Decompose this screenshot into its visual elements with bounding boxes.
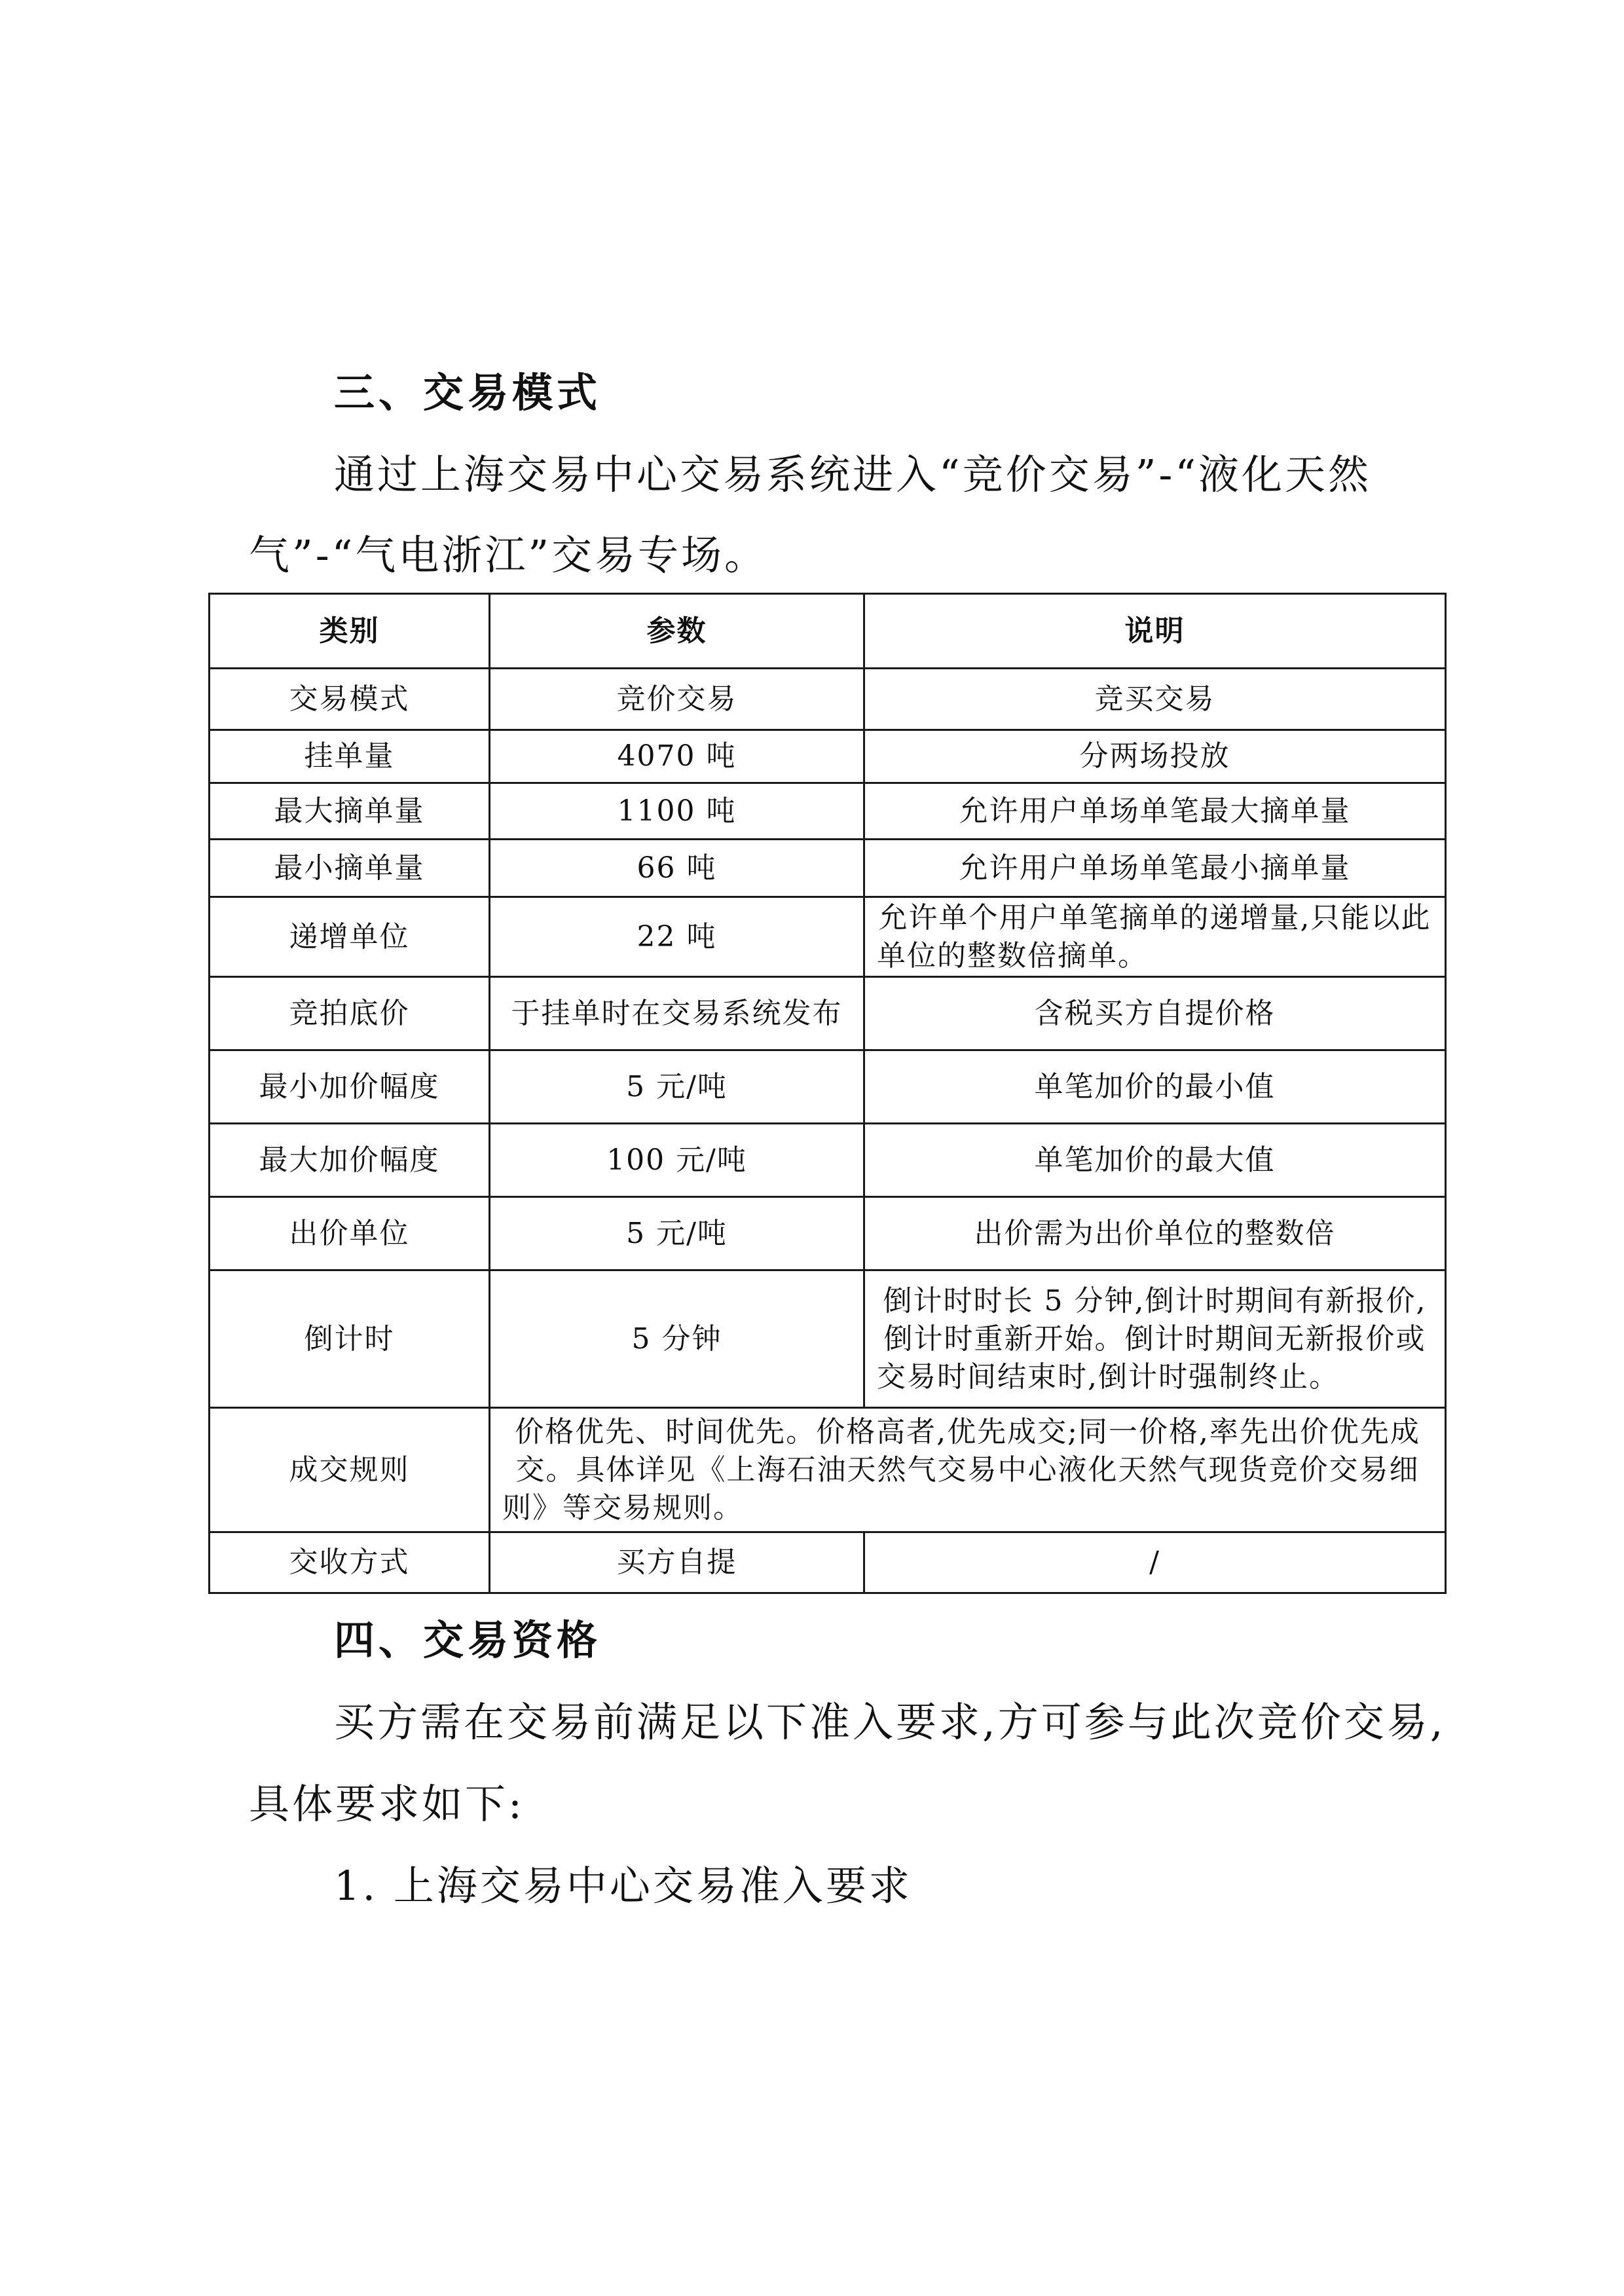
cell-category: 最大加价幅度 xyxy=(210,1124,490,1197)
cell-desc: 单笔加价的最大值 xyxy=(864,1124,1446,1197)
cell-desc: / xyxy=(864,1532,1446,1593)
cell-desc: 单笔加价的最小值 xyxy=(864,1050,1446,1124)
cell-category: 竞拍底价 xyxy=(210,977,490,1050)
cell-param: 于挂单时在交易系统发布 xyxy=(490,977,864,1050)
cell-param: 1100 吨 xyxy=(490,783,864,840)
table-header-row xyxy=(210,594,1446,669)
cell-merged-rule: 价格优先、时间优先。价格高者,优先成交;同一价格,率先出价优先成交。具体详见《上海石油天然气交易中心液化天然气现货竞价交易细则》等交易规则。 xyxy=(490,1408,1446,1532)
cell-desc: 竞买交易 xyxy=(864,669,1446,730)
qualification-item-1: 1. 上海交易中心交易准入要求 xyxy=(334,1862,912,1910)
cell-category: 最大摘单量 xyxy=(210,783,490,840)
table-row xyxy=(210,977,1446,1050)
table-row xyxy=(210,669,1446,730)
table-row xyxy=(210,1124,1446,1197)
cell-desc: 出价需为出价单位的整数倍 xyxy=(864,1197,1446,1270)
qualification-text-line2: 具体要求如下: xyxy=(249,1780,525,1828)
trading-mode-text-line2: 气”-“气电浙江”交易专场。 xyxy=(249,531,768,579)
cell-category: 交收方式 xyxy=(210,1532,490,1593)
cell-param: 买方自提 xyxy=(490,1532,864,1593)
cell-desc: 倒计时时长 5 分钟,倒计时期间有新报价,倒计时重新开始。倒计时期间无新报价或交易时间结束时,倒计时强制终止。 xyxy=(864,1270,1446,1408)
cell-desc: 允许单个用户单笔摘单的递增量,只能以此单位的整数倍摘单。 xyxy=(864,897,1446,977)
trading-mode-text-line1: 通过上海交易中心交易系统进入“竞价交易”-“液化天然 xyxy=(334,451,1372,498)
cell-category: 最小加价幅度 xyxy=(210,1050,490,1124)
cell-param: 66 吨 xyxy=(490,840,864,897)
table-row xyxy=(210,1408,1446,1532)
trading-parameters-table xyxy=(208,593,1447,1594)
cell-category: 出价单位 xyxy=(210,1197,490,1270)
cell-desc: 含税买方自提价格 xyxy=(864,977,1446,1050)
header-param: 参数 xyxy=(490,594,864,669)
cell-param: 4070 吨 xyxy=(490,730,864,783)
cell-category: 倒计时 xyxy=(210,1270,490,1408)
cell-param: 5 分钟 xyxy=(490,1270,864,1408)
table-row xyxy=(210,1197,1446,1270)
cell-category: 最小摘单量 xyxy=(210,840,490,897)
cell-param: 5 元/吨 xyxy=(490,1197,864,1270)
section-heading-trading-mode: 三、交易模式 xyxy=(334,369,602,417)
table-row xyxy=(210,1532,1446,1593)
cell-category: 挂单量 xyxy=(210,730,490,783)
table-row xyxy=(210,897,1446,977)
table-row xyxy=(210,783,1446,840)
cell-param: 竞价交易 xyxy=(490,669,864,730)
cell-desc: 允许用户单场单笔最大摘单量 xyxy=(864,783,1446,840)
table-row xyxy=(210,730,1446,783)
qualification-text-line1: 买方需在交易前满足以下准入要求,方可参与此次竞价交易, xyxy=(334,1698,1446,1746)
cell-param: 100 元/吨 xyxy=(490,1124,864,1197)
cell-param: 22 吨 xyxy=(490,897,864,977)
table-row xyxy=(210,1270,1446,1408)
table-row xyxy=(210,1050,1446,1124)
cell-category: 递增单位 xyxy=(210,897,490,977)
cell-param: 5 元/吨 xyxy=(490,1050,864,1124)
cell-desc: 分两场投放 xyxy=(864,730,1446,783)
header-desc: 说明 xyxy=(864,594,1446,669)
cell-desc: 允许用户单场单笔最小摘单量 xyxy=(864,840,1446,897)
cell-category: 成交规则 xyxy=(210,1408,490,1532)
cell-category: 交易模式 xyxy=(210,669,490,730)
table-row xyxy=(210,840,1446,897)
section-heading-trading-qualification: 四、交易资格 xyxy=(334,1616,602,1664)
header-category: 类别 xyxy=(210,594,490,669)
